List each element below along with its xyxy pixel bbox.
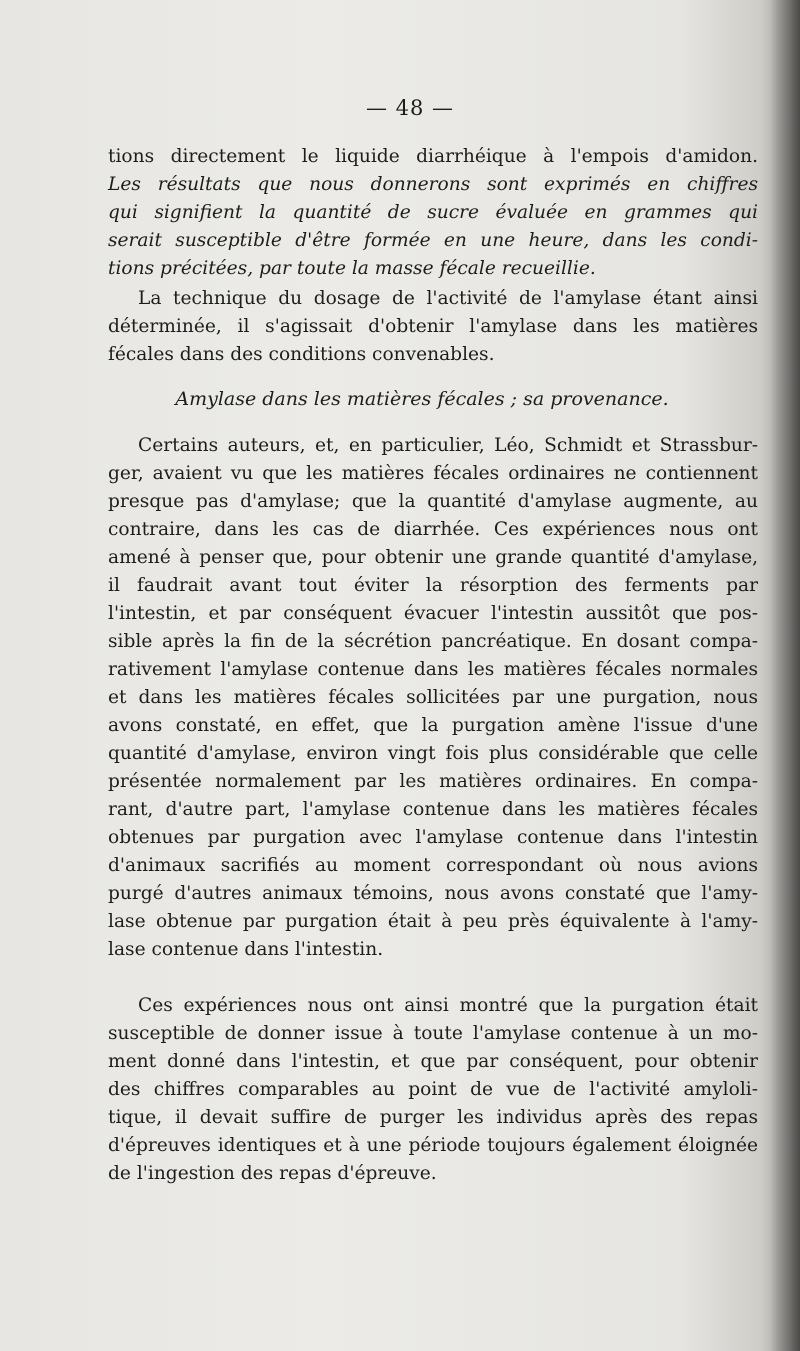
- text-line: et dans les matières fécales sollicitées par une purgation, nous: [108, 687, 758, 708]
- italic-line: serait susceptible d'être formée en une heure, dans les condi-: [108, 230, 758, 251]
- text-line: lase contenue dans l'intestin.: [108, 939, 384, 960]
- text-line: il faudrait avant tout éviter la résorption des ferments par: [108, 575, 758, 596]
- paragraph-1: [108, 285, 758, 369]
- text-line: déterminée, il s'agissait d'obtenir l'amylase dans les matières: [108, 316, 758, 337]
- text-line: amené à penser que, pour obtenir une grande quantité d'amylase,: [108, 547, 758, 568]
- page-number: — 48 —: [365, 96, 455, 120]
- text-line: ger, avaient vu que les matières fécales ordinaires ne contiennent: [108, 463, 758, 484]
- text-line: des chiffres comparables au point de vue de l'activité amyloli-: [108, 1079, 758, 1100]
- text-line: tique, il devait suffire de purger les individus après des repas: [108, 1107, 758, 1128]
- text-line: présentée normalement par les matières ordinaires. En compa-: [108, 771, 758, 792]
- text-line: sible après la fin de la sécrétion pancréatique. En dosant compa-: [108, 631, 758, 652]
- text-line: tions directement le liquide diarrhéique à l'empois d'amidon.: [108, 146, 758, 167]
- text-line: rant, d'autre part, l'amylase contenue dans les matières fécales: [108, 799, 758, 820]
- text-line: fécales dans des conditions convenables.: [108, 344, 495, 365]
- text-line: avons constaté, en effet, que la purgation amène l'issue d'une: [108, 715, 758, 736]
- text-line: l'intestin, et par conséquent évacuer l'intestin aussitôt que pos-: [108, 603, 758, 624]
- italic-line: Les résultats que nous donnerons sont exprimés en chiffres: [108, 174, 758, 195]
- text-line: purgé d'autres animaux témoins, nous avons constaté que l'amy-: [108, 883, 758, 904]
- section-heading: Amylase dans les matières fécales ; sa provenance.: [175, 388, 669, 410]
- paragraph-2: [108, 432, 758, 964]
- text-line: susceptible de donner issue à toute l'amylase contenue à un mo-: [108, 1023, 758, 1044]
- text-line: Certains auteurs, et, en particulier, Léo, Schmidt et Strassbur-: [138, 435, 758, 456]
- text-line: obtenues par purgation avec l'amylase contenue dans l'intestin: [108, 827, 758, 848]
- text-line: contraire, dans les cas de diarrhée. Ces expériences nous ont: [108, 519, 758, 540]
- text-line: d'épreuves identiques et à une période toujours également éloignée: [108, 1135, 758, 1156]
- text-line: d'animaux sacrifiés au moment correspondant où nous avions: [108, 855, 758, 876]
- text-line: presque pas d'amylase; que la quantité d'amylase augmente, au: [108, 491, 758, 512]
- text-line: quantité d'amylase, environ vingt fois plus considérable que celle: [108, 743, 758, 764]
- text-line: ment donné dans l'intestin, et que par conséquent, pour obtenir: [108, 1051, 758, 1072]
- text-line: lase obtenue par purgation était à peu près équivalente à l'amy-: [108, 911, 758, 932]
- text-line: rativement l'amylase contenue dans les matières fécales normales: [108, 659, 758, 680]
- text-line: La technique du dosage de l'activité de l'amylase étant ainsi: [138, 288, 758, 309]
- text-line: de l'ingestion des repas d'épreuve.: [108, 1163, 437, 1184]
- page-edge-shadow: [770, 0, 800, 1351]
- paragraph-3: [108, 992, 758, 1188]
- italic-line: tions précitées, par toute la masse fécale recueillie.: [108, 258, 596, 279]
- intro-block: [108, 143, 758, 283]
- italic-line: qui signifient la quantité de sucre évaluée en grammes qui: [108, 202, 758, 223]
- text-line: Ces expériences nous ont ainsi montré que la purgation était: [138, 995, 758, 1016]
